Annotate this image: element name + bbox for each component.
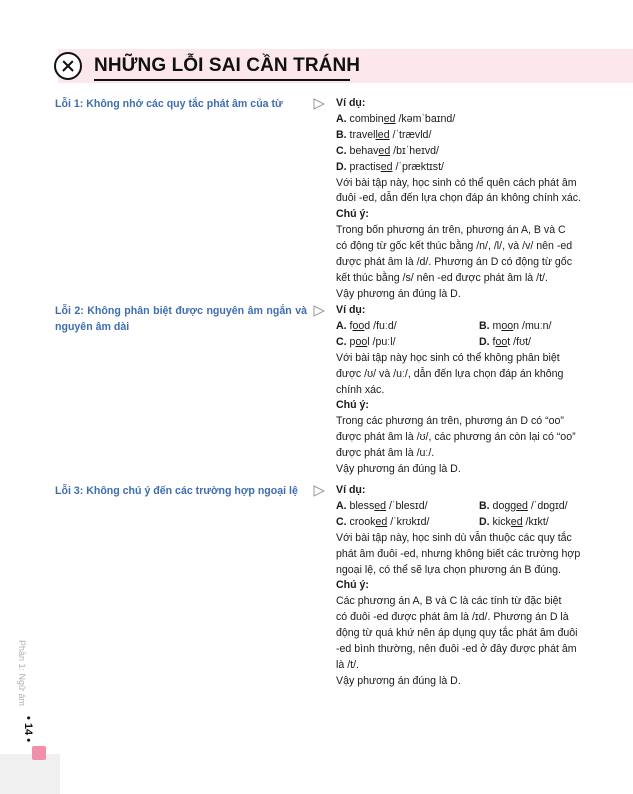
explain-line: chính xác. xyxy=(336,383,385,396)
option-c: C. crooked /ˈkrʊkɪd/ xyxy=(336,515,430,528)
section-2-content xyxy=(336,303,586,478)
arrow-1-icon xyxy=(313,98,325,110)
explain-line: được /ʊ/ và /uː/, dẫn đến lựa chọn đáp án không xyxy=(336,367,564,380)
note-line: kết thúc bằng /s/ nên -ed được phát âm là /t/. xyxy=(336,271,548,284)
section-2-label: Lỗi 2: Không phân biệt được nguyên âm ngắn và nguyên âm dài xyxy=(55,305,307,333)
explain-line: ngoại lệ, có thể sẽ lựa chọn phương án B đúng. xyxy=(336,563,561,576)
explain-line: đuôi -ed, dẫn đến lựa chọn đáp án không chính xác. xyxy=(336,192,582,205)
option-d: D. practised /ˈpræktɪst/ xyxy=(336,160,444,173)
section-1-label: Lỗi 1: Không nhớ các quy tắc phát âm của từ xyxy=(55,98,283,110)
page-marker xyxy=(32,746,46,760)
option-a: A. food /fuːd/ xyxy=(336,319,397,332)
vidu-label: Ví dụ: xyxy=(336,304,366,316)
section-3-content xyxy=(336,483,586,690)
note-line: Trong các phương án trên, phương án D có “oo” xyxy=(336,415,564,428)
options-row-ab xyxy=(336,499,586,515)
note-line: -ed bình thường, nên đuôi -ed ở đây được phát âm xyxy=(336,643,577,656)
side-strip xyxy=(0,754,60,794)
page-number: • 14 • xyxy=(22,716,34,743)
note-line: được phát âm là /ʊ/, các phương án còn lại có “oo” xyxy=(336,431,576,444)
note-line: có đuôi -ed được phát âm là /ɪd/. Phương án D là xyxy=(336,611,569,624)
note-line: có động từ gốc kết thúc bằng /n/, /l/, và /v/ nên -ed xyxy=(336,240,573,253)
page-title: NHỮNG LỖI SAI CẦN TRÁNH xyxy=(94,55,361,76)
note-line: được phát âm là /uː/. xyxy=(336,447,435,460)
options-row-cd xyxy=(336,335,586,351)
note-line: được phát âm là /d/. Phương án D có động từ gốc xyxy=(336,256,572,269)
option-a: A. combined /kəmˈbaɪnd/ xyxy=(336,112,456,125)
x-circle-icon xyxy=(54,52,82,80)
option-b: B. moon /muːn/ xyxy=(479,319,552,332)
note-line: động từ quá khứ nên áp dụng quy tắc phát âm đuôi xyxy=(336,627,578,640)
title-underline xyxy=(94,79,350,81)
option-d: D. kicked /kɪkt/ xyxy=(479,515,549,528)
options-row-ab xyxy=(336,319,586,335)
note-line: Trong bốn phương án trên, phương án A, B và C xyxy=(336,224,566,237)
option-b: B. travelled /ˈtrævld/ xyxy=(336,128,432,141)
explain-line: Với bài tập này, học sinh có thể quên cách phát âm xyxy=(336,176,577,189)
chuy-label: Chú ý: xyxy=(336,208,369,221)
part-label: Phần 1: Ngữ âm xyxy=(17,640,27,707)
note-line: là /t/. xyxy=(336,658,359,671)
explain-line: Với bài tập này học sinh có thể không phân biệt xyxy=(336,351,560,364)
option-d: D. foot /fʊt/ xyxy=(479,335,531,348)
option-c: C. behaved /bɪˈheɪvd/ xyxy=(336,144,439,157)
answer-line: Vậy phương án đúng là D. xyxy=(336,287,461,300)
section-3-label: Lỗi 3: Không chú ý đến các trường hợp ngoại lệ xyxy=(55,485,298,497)
option-c: C. pool /puːl/ xyxy=(336,335,396,348)
vidu-label: Ví dụ: xyxy=(336,97,366,109)
chuy-label: Chú ý: xyxy=(336,579,369,592)
arrow-3-icon xyxy=(313,485,325,497)
options-row-cd xyxy=(336,515,586,531)
note-line: Các phương án A, B và C là các tính từ đặc biệt xyxy=(336,595,562,608)
section-1-content xyxy=(336,96,586,303)
chuy-label: Chú ý: xyxy=(336,399,369,412)
explain-line: phát âm đuôi -ed, nhưng không biết các trường hợp xyxy=(336,547,581,560)
answer-line: Vậy phương án đúng là D. xyxy=(336,463,461,476)
answer-line: Vậy phương án đúng là D. xyxy=(336,674,461,687)
option-a: A. blessed /ˈblesɪd/ xyxy=(336,499,428,512)
vidu-label: Ví dụ: xyxy=(336,484,366,496)
option-b: B. dogged /ˈdɒgɪd/ xyxy=(479,499,568,512)
explain-line: Với bài tập này, học sinh dù vẫn thuộc các quy tắc xyxy=(336,531,572,544)
arrow-2-icon xyxy=(313,305,325,317)
